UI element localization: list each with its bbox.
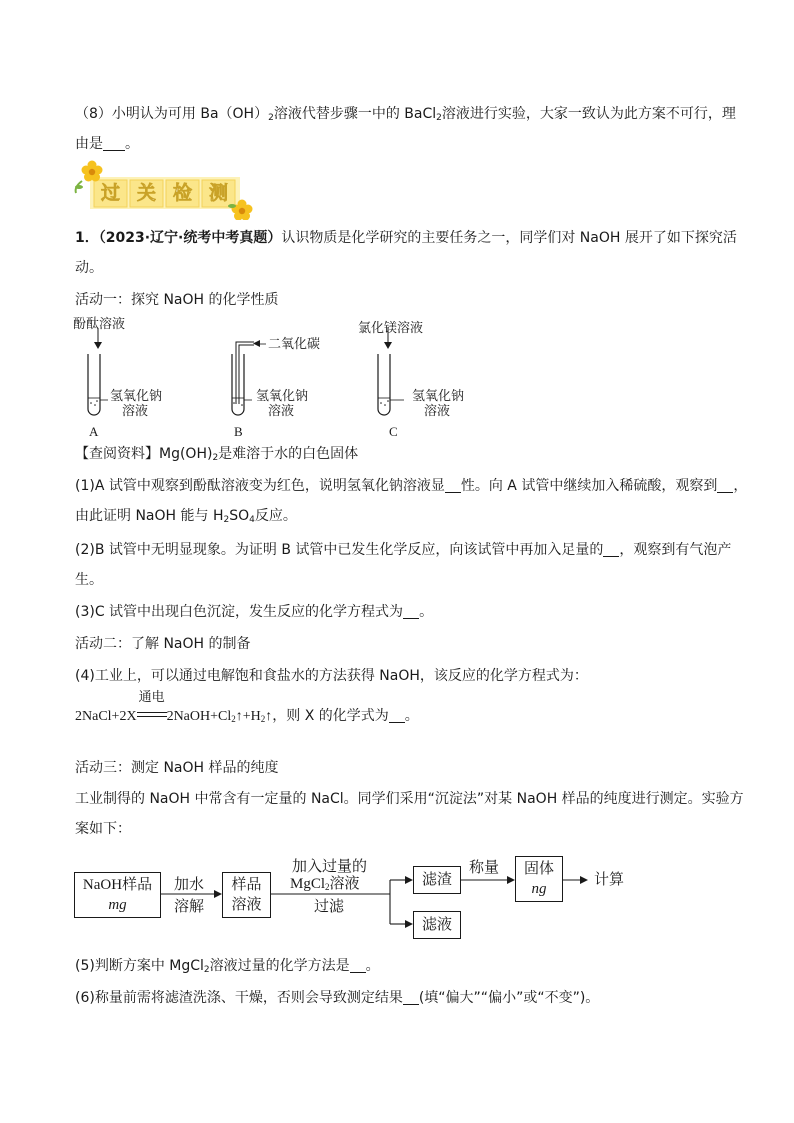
p1-text-c: ， bbox=[733, 478, 748, 494]
p1-sub-1: 2 bbox=[223, 515, 230, 525]
arrow1-top-label: 加水 bbox=[174, 877, 205, 893]
reference-sub: 2 bbox=[212, 453, 219, 463]
q8-text-c: 溶液进行实验，大家一致认为此方案不可行，理 bbox=[441, 106, 736, 122]
arrow3-top-label: 称量 bbox=[469, 860, 500, 876]
q1-intro-a: 认识物质是化学研究的主要任务之一，同学们对 NaOH 展开了如下探究活 bbox=[281, 230, 737, 246]
reference-text-a: 【查阅资料】Mg(OH) bbox=[75, 446, 213, 462]
q8-line2-end: 。 bbox=[125, 136, 139, 152]
eq-condition: 通电 bbox=[138, 690, 165, 705]
p5-text-c: 。 bbox=[365, 958, 380, 974]
flow-box-residue-text: 滤渣 bbox=[421, 872, 452, 888]
p1-text-b: 性。向 A 试管中继续加入稀硫酸，观察到 bbox=[460, 478, 718, 494]
tube-b-label: B bbox=[234, 424, 243, 439]
flow-box-filtrate-text: 滤液 bbox=[421, 917, 452, 933]
p5-text-a: (5)判断方案中 MgCl bbox=[75, 958, 204, 974]
reagent-c-label: 氯化镁溶液 bbox=[358, 320, 424, 335]
solution-b-line2: 溶液 bbox=[268, 403, 295, 418]
p6-line bbox=[75, 988, 599, 1008]
banner-char-2: 关 bbox=[136, 182, 156, 204]
p1-text-a: (1)A 试管中观察到酚酞溶液变为红色，说明氢氧化钠溶液显 bbox=[75, 478, 445, 494]
arrow2-top-mgcl: MgCl bbox=[290, 876, 326, 892]
eq-end: 。 bbox=[404, 708, 419, 724]
solution-a-line1: 氢氧化钠 bbox=[110, 388, 163, 403]
banner-char-3: 检 bbox=[172, 182, 192, 204]
arrow2-top-solution: 溶液 bbox=[329, 876, 360, 892]
eq-right-b: ↑+H bbox=[235, 709, 261, 724]
activity1-title-text: 活动一：探究 NaOH 的化学性质 bbox=[75, 292, 279, 308]
question-number: 1． bbox=[75, 230, 99, 246]
p1-line2-c: 反应。 bbox=[254, 508, 297, 524]
flow-box-filtrate bbox=[413, 911, 461, 939]
arrow2-bottom-label: 过滤 bbox=[314, 899, 345, 915]
arrow2-top-label1: 加入过量的 bbox=[292, 859, 368, 875]
p6-text-a: (6)称量前需将滤渣洗涤、干燥，否则会导致测定结果 bbox=[75, 990, 403, 1006]
p1-line2-a: 由此证明 NaOH 能与 H bbox=[75, 508, 224, 524]
p3-text-a: (3)C 试管中出现白色沉淀，发生反应的化学方程式为 bbox=[75, 604, 404, 620]
p6-text-b: (填“偏大”“偏小”或“不变”)。 bbox=[418, 990, 600, 1006]
solution-b-line1: 氢氧化钠 bbox=[256, 388, 309, 403]
tube-a-label: A bbox=[89, 424, 99, 439]
tube-c-label: C bbox=[389, 424, 398, 439]
flow-box-sample-line1: NaOH样品 bbox=[82, 877, 153, 893]
p2-text-b: ，观察到有气泡产 bbox=[619, 542, 732, 558]
reference-text-b: 是难溶于水的白色固体 bbox=[218, 446, 359, 462]
flow-box-solution bbox=[222, 872, 271, 918]
answer-blank[interactable] bbox=[350, 958, 366, 973]
answer-blank[interactable] bbox=[403, 990, 419, 1005]
p3-text-b: 。 bbox=[419, 604, 434, 620]
solution-c-line1: 氢氧化钠 bbox=[412, 388, 465, 403]
p4-text-a: (4)工业上，可以通过电解饱和食盐水的方法获得 NaOH，该反应的化学方程式为： bbox=[75, 668, 588, 684]
eq-sub-1: 2 bbox=[231, 714, 236, 724]
banner-char-4: 测 bbox=[208, 182, 228, 204]
p5-sub: 2 bbox=[203, 965, 210, 975]
banner-char-1: 过 bbox=[100, 182, 120, 204]
q8-sub-1: 2 bbox=[268, 113, 274, 123]
reagent-b-label: 二氧化碳 bbox=[268, 336, 321, 351]
p5-text-b: 溶液过量的化学方法是 bbox=[209, 958, 350, 974]
q8-line2-text: 由是 bbox=[75, 136, 103, 152]
p2-line2-text: 生。 bbox=[75, 572, 103, 588]
flow-box-sample bbox=[74, 872, 161, 918]
q1-intro-b: 动。 bbox=[75, 260, 103, 276]
solution-a-line2: 溶液 bbox=[122, 403, 149, 418]
activity2-title-text: 活动二：了解 NaOH 的制备 bbox=[75, 636, 251, 652]
solution-c-line2: 溶液 bbox=[424, 403, 451, 418]
question-source: （2023·辽宁·统考中考真题） bbox=[98, 230, 282, 246]
arrow2-top-label2 bbox=[290, 875, 360, 893]
flow-box-sample-line2: mg bbox=[108, 897, 127, 913]
p2-text-a: (2)B 试管中无明显现象。为证明 B 试管中已发生化学反应，向该试管中再加入足量的 bbox=[75, 542, 604, 558]
q8-text-a: （8）小明认为可用 Ba（OH） bbox=[75, 106, 269, 122]
p1-sub-2: 4 bbox=[249, 515, 255, 525]
eq-tail: ，则 X 的化学式为 bbox=[272, 708, 389, 724]
eq-right-a: 2NaOH+Cl bbox=[166, 709, 232, 724]
eq-right-c: ↑ bbox=[265, 709, 273, 724]
p5-line bbox=[75, 956, 380, 976]
flow-box-solid-line1: 固体 bbox=[523, 861, 554, 877]
reagent-a-label: 酚酞溶液 bbox=[73, 316, 126, 331]
arrow1-bottom-label: 溶解 bbox=[174, 899, 205, 915]
p1-line2-b: SO bbox=[229, 508, 250, 524]
eq-left: 2NaCl+2X bbox=[75, 709, 137, 724]
flow-box-residue bbox=[413, 866, 461, 894]
flow-box-solid-line2: ng bbox=[531, 881, 547, 897]
flow-box-solution-line2: 溶液 bbox=[231, 897, 262, 913]
flow-box-solid bbox=[515, 856, 563, 902]
eq-sub-2: 2 bbox=[260, 714, 266, 724]
q8-sub-2: 2 bbox=[436, 113, 442, 123]
activity3-title-text: 活动三：测定 NaOH 样品的纯度 bbox=[75, 760, 279, 776]
activity3-text-a: 工业制得的 NaOH 中常含有一定量的 NaCl。同学们采用“沉淀法”对某 NaOH 样品的纯度进行测定。实验方 bbox=[75, 791, 744, 807]
q8-text-b: 溶液代替步骤一中的 BaCl bbox=[273, 106, 437, 122]
flow-result-label: 计算 bbox=[594, 872, 625, 888]
arrow2-top-sub: 2 bbox=[325, 882, 330, 892]
flow-box-solution-line1: 样品 bbox=[231, 877, 262, 893]
activity3-text-b: 案如下： bbox=[75, 821, 131, 837]
